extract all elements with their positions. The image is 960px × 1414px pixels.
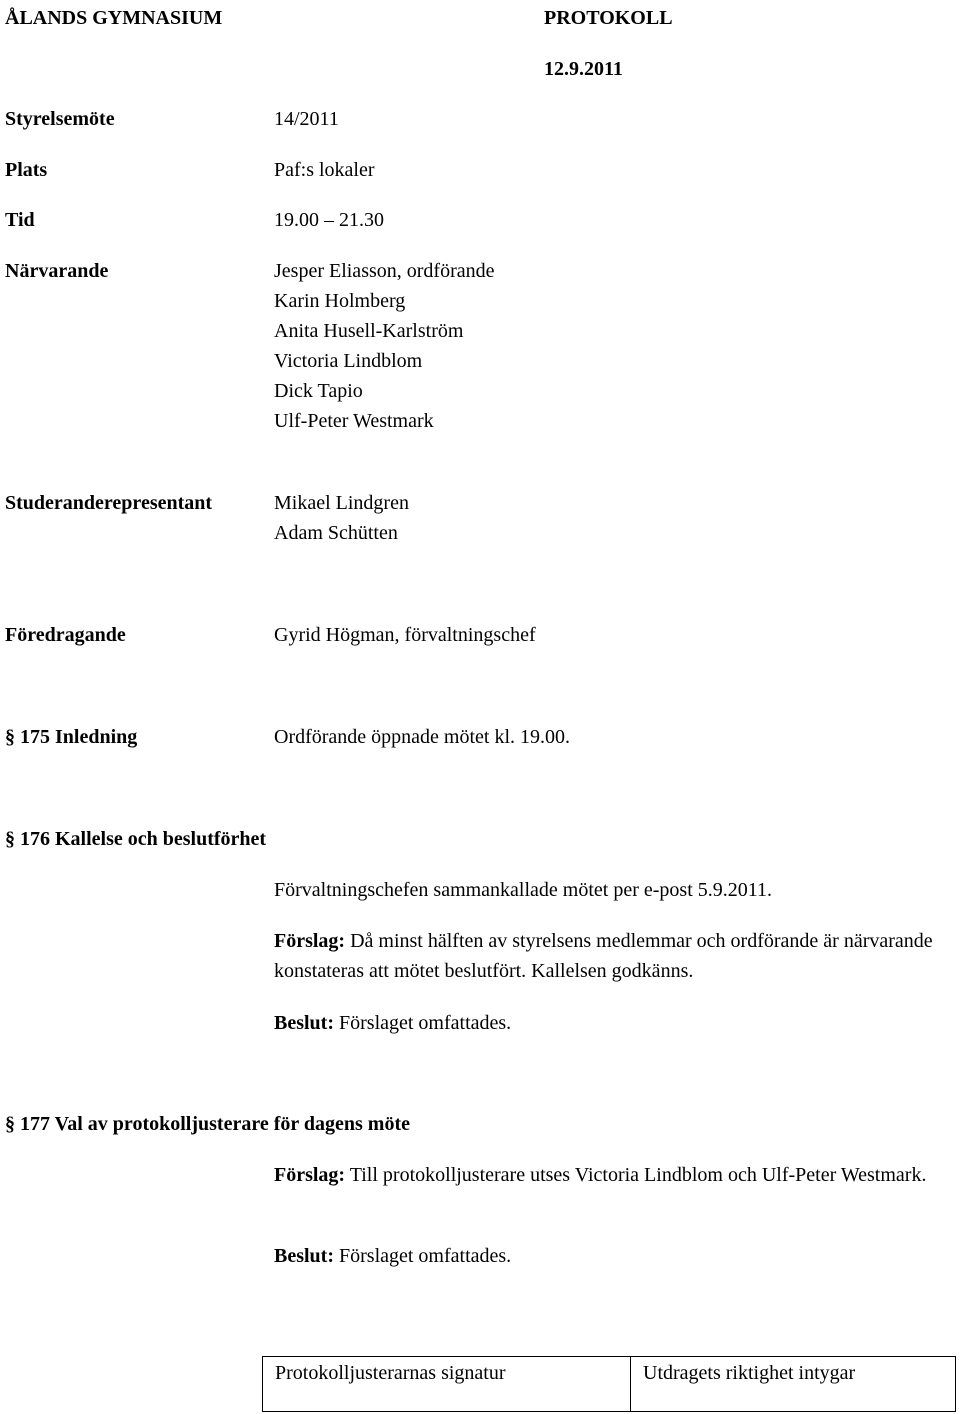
decision-label: Beslut: [274,1245,334,1267]
section-176-text: Förvaltningschefen sammankallade mötet per e-post 5.9.2011. [274,879,773,901]
present-member: Victoria Lindblom [274,350,423,372]
section-177-title: § 177 Val av protokolljusterare för dagens möte [5,1113,410,1135]
present-member: Dick Tapio [274,380,363,402]
presenter-label: Föredragande [5,624,126,646]
place-label: Plats [5,159,48,181]
section-175-title: § 175 Inledning [5,726,138,748]
decision-text: Förslaget omfattades. [334,1012,512,1034]
section-177-proposal [274,1160,944,1190]
proposal-text: Till protokolljusterare utses Victoria Lindblom och Ulf-Peter Westmark. [345,1164,927,1186]
time-value: 19.00 – 21.30 [274,209,384,231]
proposal-label: Förslag: [274,930,346,952]
document-type: PROTOKOLL [544,7,673,29]
section-176-proposal [274,926,944,986]
decision-text: Förslaget omfattades. [334,1245,512,1267]
student-rep-label: Studeranderepresentant [5,492,213,514]
proposal-label: Förslag: [274,1164,346,1186]
decision-label: Beslut: [274,1012,334,1034]
meeting-value: 14/2011 [274,108,339,130]
section-177-decision [274,1241,511,1271]
place-value: Paf:s lokaler [274,159,375,181]
student-rep: Adam Schütten [274,522,398,544]
present-member: Karin Holmberg [274,290,406,312]
section-175-text: Ordförande öppnade mötet kl. 19.00. [274,726,571,748]
presenter-value: Gyrid Högman, förvaltningschef [274,624,536,646]
student-rep-list [274,488,409,548]
signature-table [262,1356,956,1412]
present-member: Ulf-Peter Westmark [274,410,434,432]
section-176-title: § 176 Kallelse och beslutförhet [5,828,267,850]
present-member: Jesper Eliasson, ordförande [274,260,495,282]
certify-cell: Utdragets riktighet intygar [631,1357,956,1412]
time-label: Tid [5,209,35,231]
meeting-label: Styrelsemöte [5,108,115,130]
school-name: ÅLANDS GYMNASIUM [5,7,223,29]
section-176-decision [274,1008,511,1038]
present-member: Anita Husell-Karlström [274,320,464,342]
present-list [274,256,495,436]
present-label: Närvarande [5,260,109,282]
signature-cell: Protokolljusterarnas signatur [263,1357,631,1412]
proposal-text: Då minst hälften av styrelsens medlemmar och ordförande är närvarande konstateras att mötet beslutfört. Kallelsen godkänns. [274,930,933,982]
document-date: 12.9.2011 [544,58,623,80]
student-rep: Mikael Lindgren [274,492,409,514]
